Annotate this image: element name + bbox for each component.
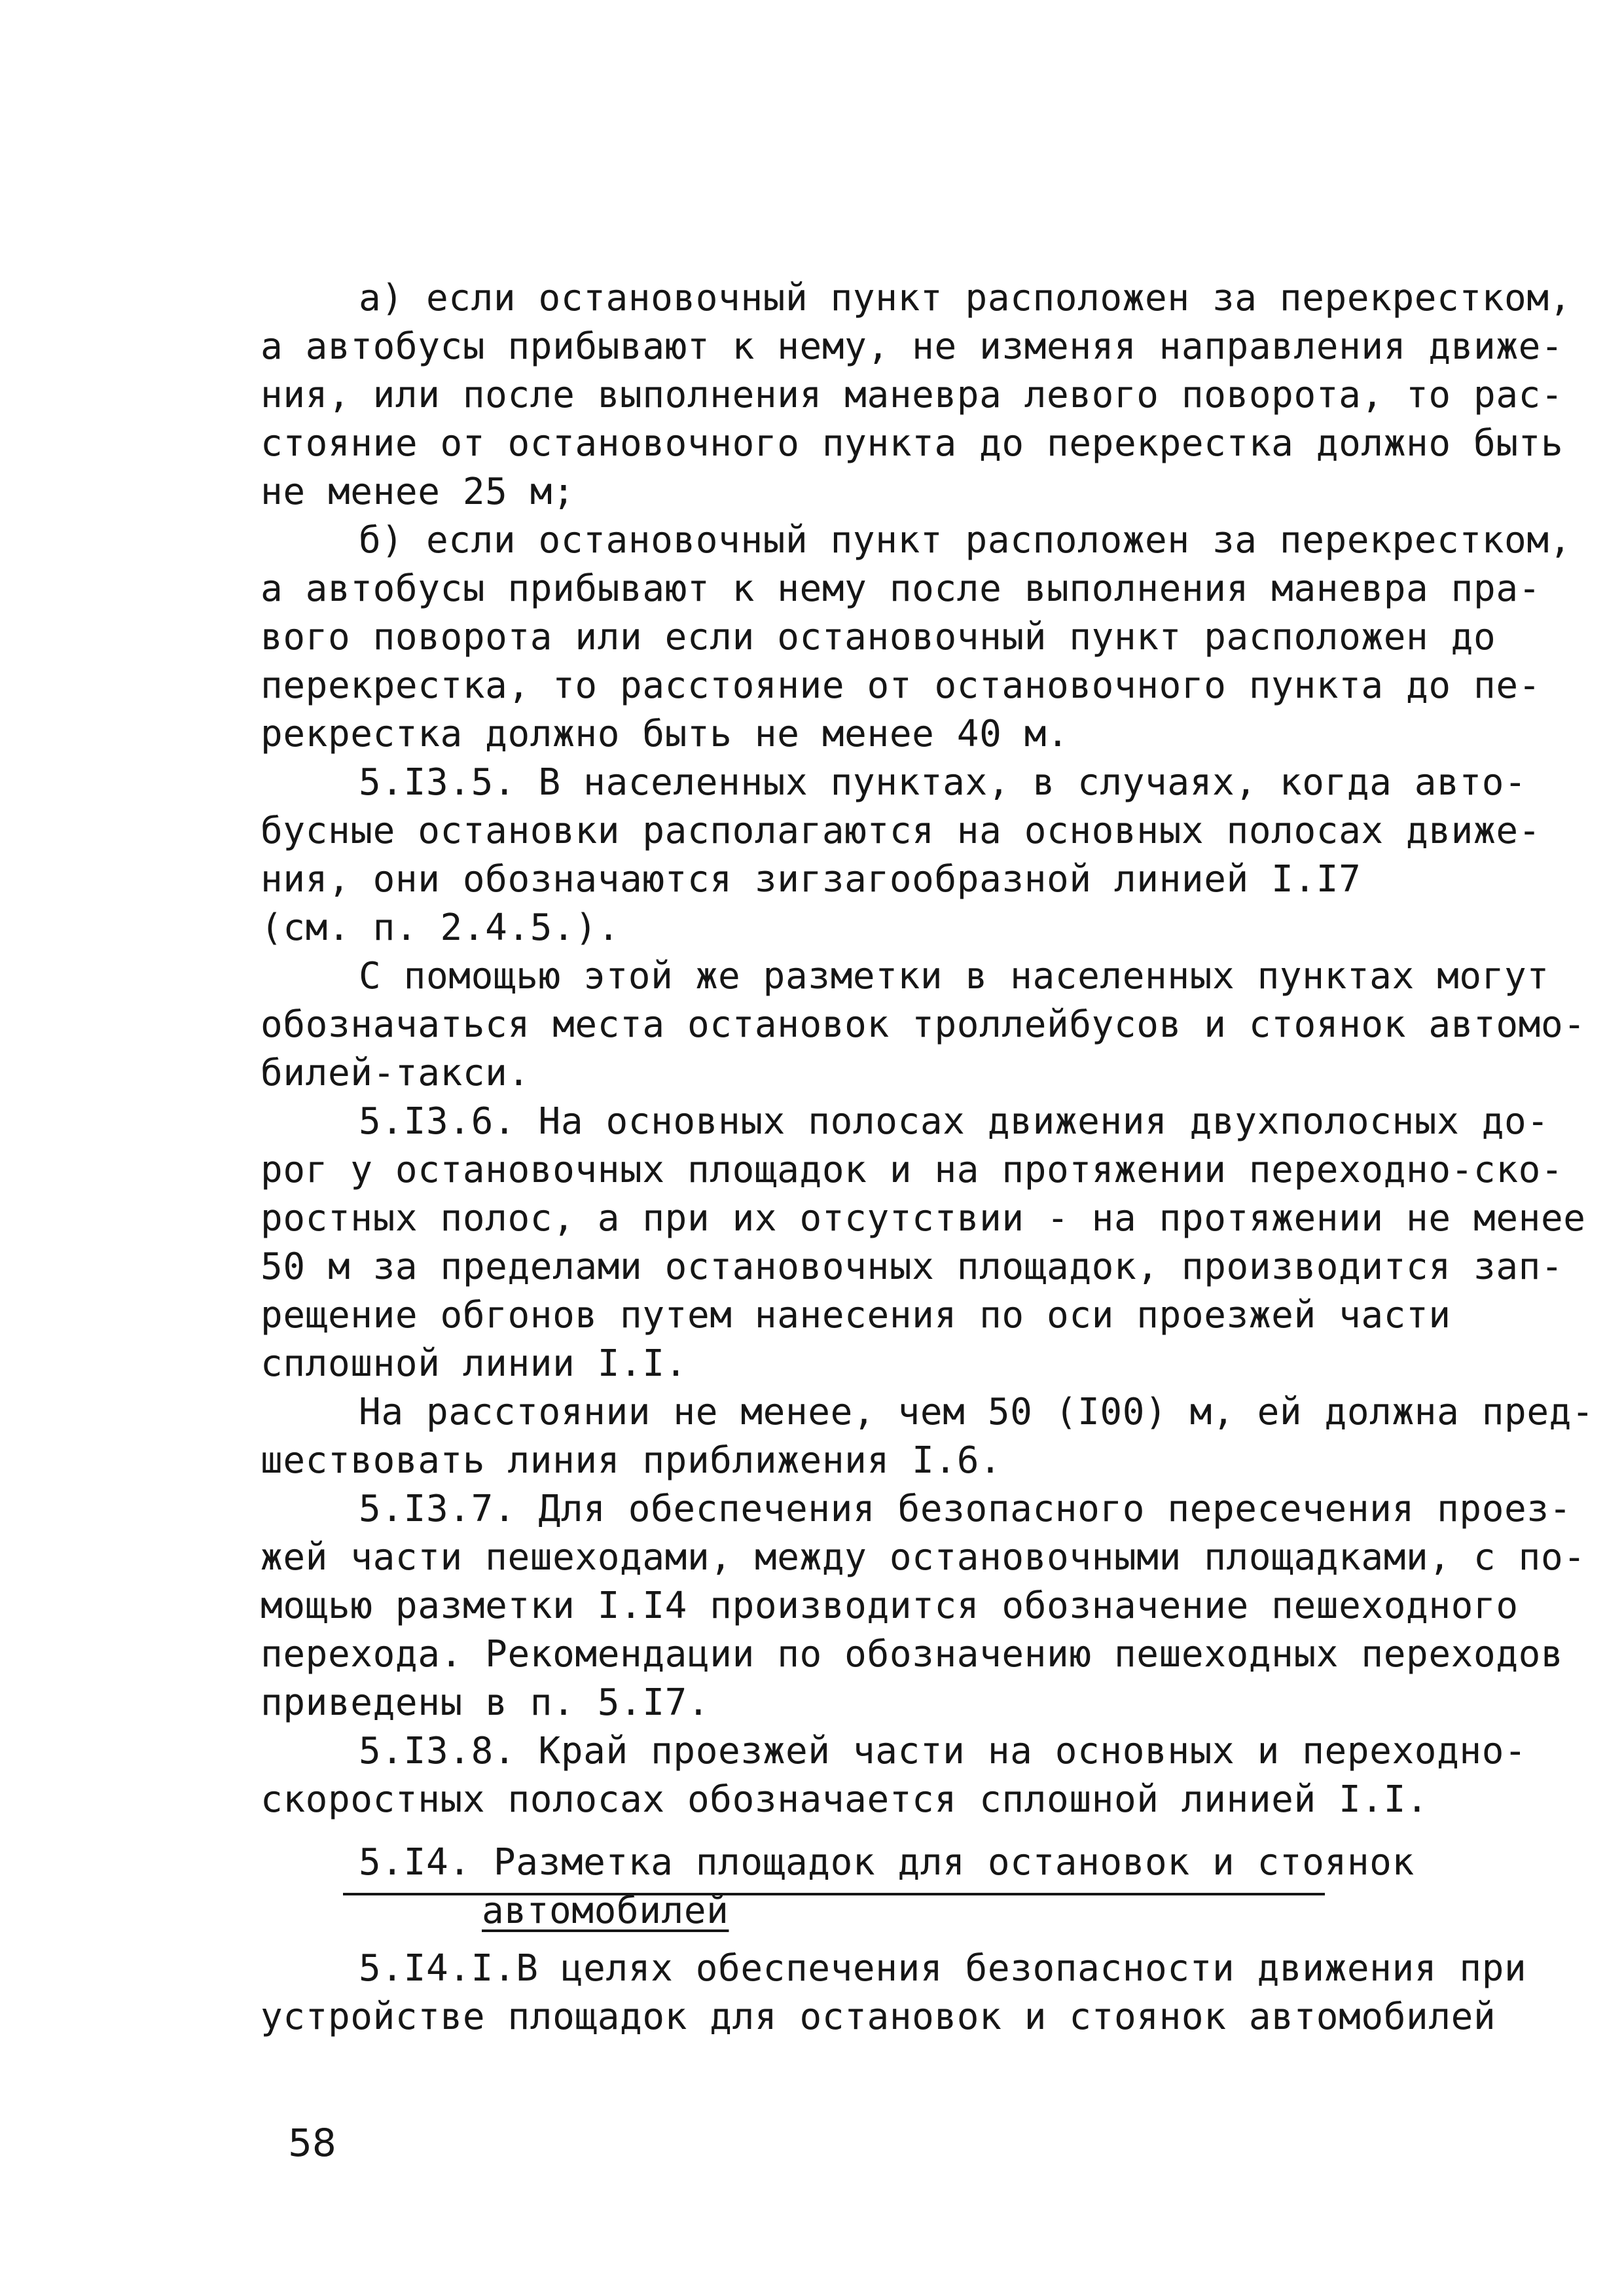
text-line: рекрестка должно быть не менее 40 м. [261, 713, 1070, 755]
text-line: вого поворота или если остановочный пункт расположен до [261, 616, 1496, 658]
text-line: 5.I3.6. На основных полосах движения двухполосных до- [359, 1100, 1549, 1143]
text-line: устройстве площадок для остановок и стоянок автомобилей [261, 1996, 1496, 2038]
text-line: 5.I3.5. В населенных пунктах, в случаях, когда авто- [359, 761, 1527, 804]
section-heading-line1: 5.I4. Разметка площадок для остановок и стоянок [359, 1841, 1415, 1884]
text-line: билей-такси. [261, 1052, 530, 1094]
text-line: 50 м за пределами остановочных площадок, производится зап- [261, 1246, 1564, 1288]
text-line: (см. п. 2.4.5.). [261, 906, 621, 949]
text-line: ростных полос, а при их отсутствии - на протяжении не менее [261, 1197, 1586, 1240]
text-line: сплошной линии I.I. [261, 1342, 687, 1385]
text-line: На расстоянии не менее, чем 50 (I00) м, ей должна пред- [359, 1391, 1595, 1433]
text-line: рещение обгонов путем нанесения по оси проезжей части [261, 1294, 1451, 1336]
text-line: а автобусы прибывают к нему, не изменяя направления движе- [261, 325, 1564, 368]
text-line: обозначаться места остановок троллейбусов и стоянок автомо- [261, 1003, 1586, 1046]
text-line: перекрестка, то расстояние от остановочного пункта до пе- [261, 664, 1541, 707]
text-line: 5.I4.I.В целях обеспечения безопасности движения при [359, 1947, 1527, 1990]
text-line: стояние от остановочного пункта до перекрестка должно быть [261, 422, 1564, 465]
page-number: 58 [288, 2121, 336, 2165]
text-line: а автобусы прибывают к нему после выполнения маневра пра- [261, 567, 1541, 610]
text-line: бусные остановки располагаются на основных полосах движе- [261, 810, 1541, 852]
text-line: жей части пешеходами, между остановочными площадками, с по- [261, 1536, 1586, 1579]
text-line: ния, или после выполнения маневра левого поворота, то рас- [261, 374, 1564, 416]
section-heading-line2: автомобилей [482, 1890, 729, 1932]
text-line: а) если остановочный пункт расположен за перекрестком, [359, 277, 1572, 319]
text-line: перехода. Рекомендации по обозначению пешеходных переходов [261, 1633, 1564, 1676]
text-line: б) если остановочный пункт расположен за перекрестком, [359, 519, 1572, 562]
text-line: 5.I3.7. Для обеспечения безопасного пересечения проез- [359, 1488, 1572, 1530]
text-line: приведены в п. 5.I7. [261, 1681, 710, 1724]
text-line: рог у остановочных площадок и на протяжении переходно-ско- [261, 1149, 1564, 1191]
text-line: 5.I3.8. Край проезжей части на основных и переходно- [359, 1730, 1527, 1772]
text-line: не менее 25 м; [261, 471, 575, 513]
text-line: шествовать линия приближения I.6. [261, 1439, 1002, 1482]
text-line: мощью разметки I.I4 производится обозначение пешеходного [261, 1585, 1519, 1627]
text-line: С помощью этой же разметки в населенных пунктах могут [359, 955, 1549, 997]
text-line: ния, они обозначаются зигзагообразной линией I.I7 [261, 858, 1362, 901]
text-line: скоростных полосах обозначается сплошной линией I.I. [261, 1778, 1429, 1821]
